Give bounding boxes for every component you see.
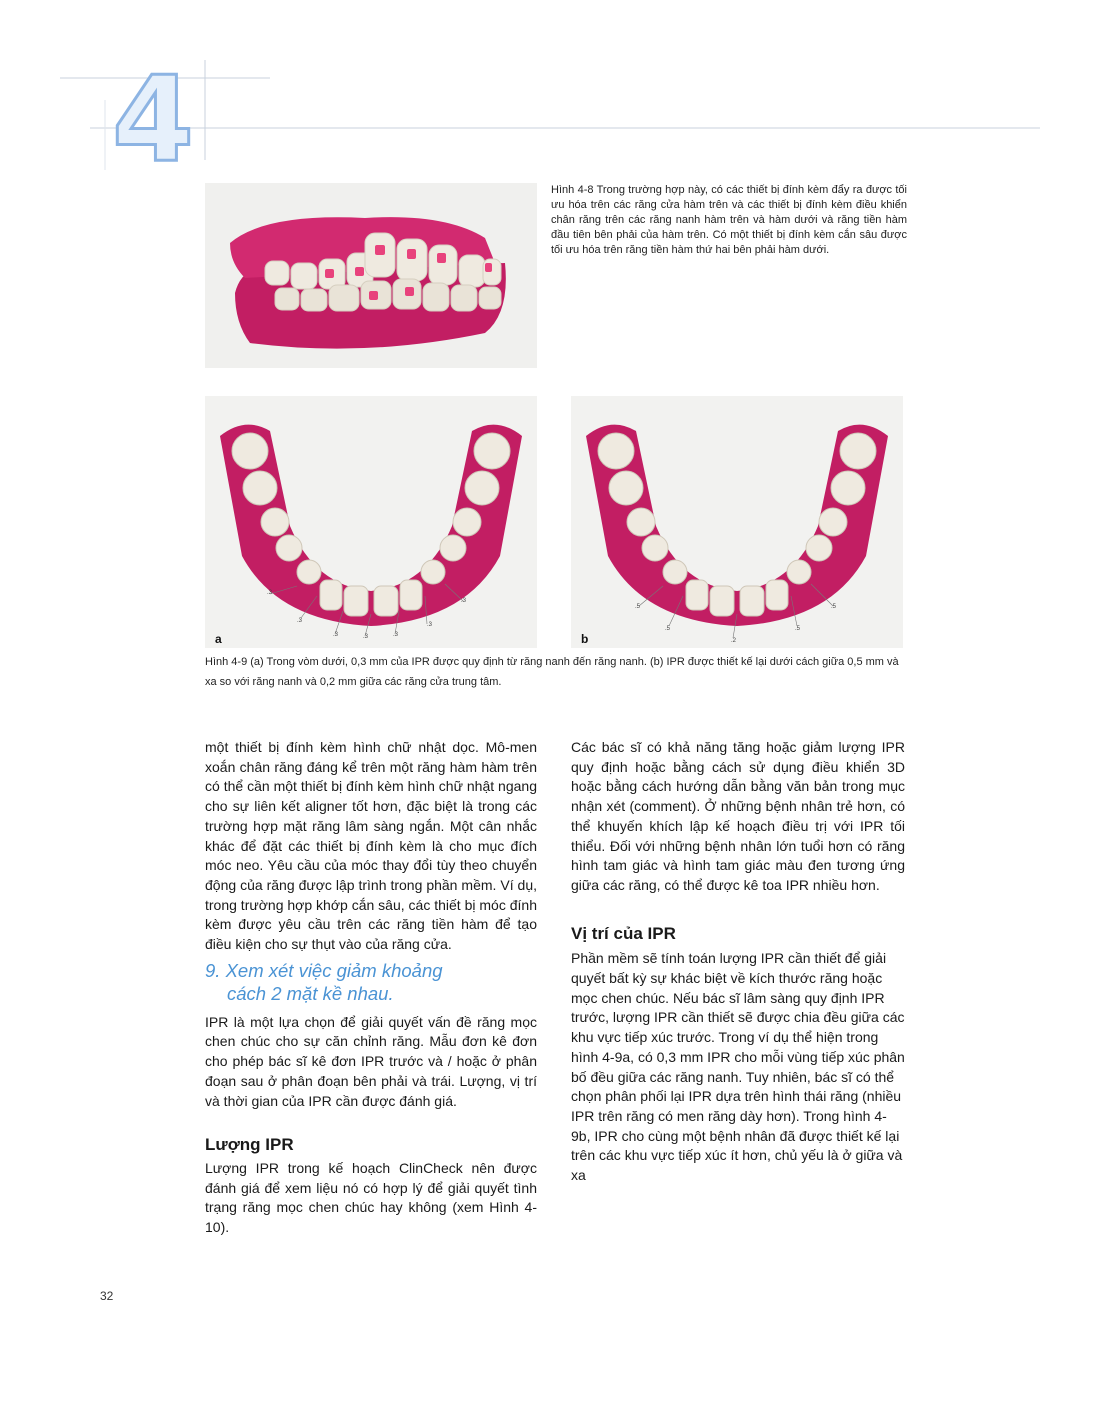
ipr-label: .2 xyxy=(731,638,737,644)
section-title xyxy=(205,959,537,1005)
ipr-label: .3 xyxy=(297,618,303,624)
ipr-label: .3 xyxy=(333,632,339,638)
section-title-line: 9. Xem xét việc giảm khoảng xyxy=(205,959,443,981)
figure-4-9b-image xyxy=(571,396,903,648)
body-paragraph: Các bác sĩ có khả năng tăng hoặc giảm lượng IPR quy định hoặc bằng cách sử dụng điều khiển 3D hoặc bằng cách hướng dẫn bằng văn bản trong mục nhận xét (comment). Ở những bệnh nhân trẻ hơn, có thể khuyến khích lập kế hoạch điều trị với IPR tối thiểu. Đối với những bệnh nhân lớn tuổi hơn có răng hình tam giác và hình tam giác màu đen tương ứng giữa các răng, có thể được kê toa IPR nhiều hơn. xyxy=(571,739,905,893)
figure-4-8-image xyxy=(205,183,537,368)
figure-4-9a-label: a xyxy=(215,632,222,646)
ipr-label: .3 xyxy=(461,598,467,604)
body-paragraph: Lượng IPR trong kế hoạch ClinCheck nên được đánh giá để xem liệu nó có hợp lý để giải quyết tình trạng răng mọc chen chúc hay không (xem Hình 4-10). xyxy=(205,1159,537,1236)
figure-4-9b-label: b xyxy=(581,632,589,646)
subheading-ipr-amount: Lượng IPR xyxy=(205,1135,294,1155)
chapter-number: 4 xyxy=(112,50,195,188)
ipr-label: .5 xyxy=(665,626,671,632)
ipr-label: .3 xyxy=(363,634,369,640)
right-column xyxy=(571,738,905,1186)
ipr-label: .5 xyxy=(635,604,641,610)
ipr-label: .3 xyxy=(393,632,399,638)
body-paragraph: IPR là một lựa chọn để giải quyết vấn đề răng mọc chen chúc cho sự căn chỉnh răng. Mẫu đơn kê đơn cho phép bác sĩ kê đơn IPR trước và / hoặc ở phân đoạn sau ở phân đoạn bên phải và trái. Lượng, vị trí và thời gian của IPR cần được đánh giá. xyxy=(205,1013,537,1109)
ipr-label: .5 xyxy=(831,604,837,610)
ipr-label: .3 xyxy=(427,622,433,628)
ipr-label: .3 xyxy=(267,590,273,596)
figure-4-9-caption: Hình 4-9 (a) Trong vòm dưới, 0,3 mm của IPR được quy định từ răng nanh đến răng nanh. (b) IPR được thiết kế lại dưới cách giữa 0,5 mm và xa so với răng nanh và 0,2 mm giữa các răng cửa trung tâm. xyxy=(205,656,899,688)
figure-4-8-caption: Hình 4-8 Trong trường hợp này, có các thiết bị đính kèm đẩy ra được tối ưu hóa trên các răng cửa hàm trên và các thiết bị đính kèm điều khiển chân răng trên các răng nanh hàm trên và hàm dưới và răng tiền hàm đầu tiên bên phải của hàm trên. Có một thiết bị đính kèm cắn sâu được tối ưu hóa trên răng tiền hàm thứ hai bên phải hàm dưới. xyxy=(551,184,907,256)
left-column xyxy=(205,738,537,1238)
page-number: 32 xyxy=(100,1289,114,1303)
section-title-line: cách 2 mặt kề nhau. xyxy=(227,982,394,1004)
ipr-label: .5 xyxy=(795,626,801,632)
subheading-ipr-position: Vị trí của IPR xyxy=(571,923,676,943)
body-paragraph: một thiết bị đính kèm hình chữ nhật dọc. Mô-men xoắn chân răng đáng kể trên một răng hàm hàm trên có thể cần một thiết bị đính kèm hình chữ nhật ngang cho sự liên kết aligner tốt hơn, đặc biệt là trong các trường hợp mặt răng lâm sàng ngắn. Một cân nhắc khác để đặt các thiết bị đính kèm là cho mục đích móc neo. Yêu cầu của móc thay đổi tùy theo chuyển động của răng được lập trình trong phần mềm. Ví dụ, trong trường hợp khớp cắn sâu, các thiết bị móc đính kèm được yêu cầu trên các răng tiền hàm để tạo điều kiện cho sự thụt vào của răng cửa. xyxy=(205,739,537,953)
body-paragraph: Phần mềm sẽ tính toán lượng IPR cần thiết để giải quyết bất kỳ sự khác biệt về kích thước răng hoặc mọc chen chúc. Nếu bác sĩ lâm sàng quy định IPR trước, lượng IPR cần thiết sẽ được chia đều giữa các khu vực tiếp xúc trước. Trong ví dụ thể hiện trong hình 4-9a, có 0,3 mm IPR cho mỗi vùng tiếp xúc phân bố đều giữa các răng nanh. Tuy nhiên, bác sĩ có thể chọn phân phối lại IPR dựa trên hình thái răng (nhiều IPR trên răng có men răng dày hơn). Trong hình 4-9b, IPR cho cùng một bệnh nhân đã được thiết kế lại trên các khu vực tiếp xúc ít hơn, chủ yếu là ở giữa và xa xyxy=(571,950,905,1184)
figure-4-9a-image xyxy=(205,396,537,648)
